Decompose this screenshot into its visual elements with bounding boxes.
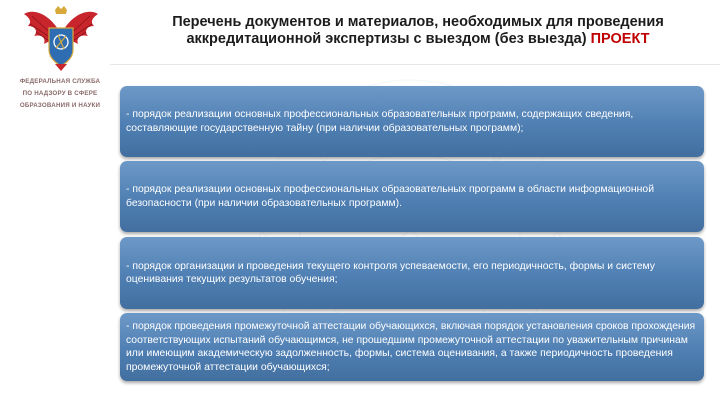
list-item-text: - порядок проведения промежуточной аттестации обучающихся, включая порядок установления сроков прохождения соответствующих испытаний обучающимся, не прошедшим промежуточной аттестации по уважительным причинам или имеющим академическую задолженность, формы, система оценивания, а также периодичность проведения промежуточной аттестации обучающихся; bbox=[126, 321, 696, 373]
emblem-icon bbox=[22, 4, 100, 72]
agency-line-2: ПО НАДЗОРУ В СФЕРЕ bbox=[22, 90, 98, 97]
agency-line-1: ФЕДЕРАЛЬНАЯ СЛУЖБА bbox=[19, 78, 101, 85]
list-item-text: - порядок реализации основных профессиональных образовательных программ в области информационной безопасности (при наличии образовательных программ). bbox=[126, 184, 654, 209]
agency-line-3: ОБРАЗОВАНИЯ И НАУКИ bbox=[19, 102, 101, 109]
list-item bbox=[120, 161, 704, 232]
page-title bbox=[118, 14, 718, 48]
title-line-2 bbox=[118, 31, 718, 48]
header-divider bbox=[110, 64, 720, 65]
list-item bbox=[120, 237, 704, 309]
list-item bbox=[120, 313, 704, 381]
draft-label: ПРОЕКТ bbox=[590, 31, 650, 47]
title-line-1: Перечень документов и материалов, необходимых для проведения bbox=[172, 14, 664, 30]
agency-name bbox=[4, 76, 116, 112]
title-line-2-text: аккредитационной экспертизы с выездом (без выезда) bbox=[186, 31, 587, 47]
list-item-text: - порядок реализации основных профессиональных образовательных программ, содержащих сведения, составляющие государственную тайну (при наличии образовательных программ); bbox=[126, 109, 634, 134]
list-item bbox=[120, 86, 704, 157]
list-item-text: - порядок организации и проведения текущего контроля успеваемости, его периодичность, формы и систему оценивания текущих результатов обучения; bbox=[126, 260, 655, 285]
